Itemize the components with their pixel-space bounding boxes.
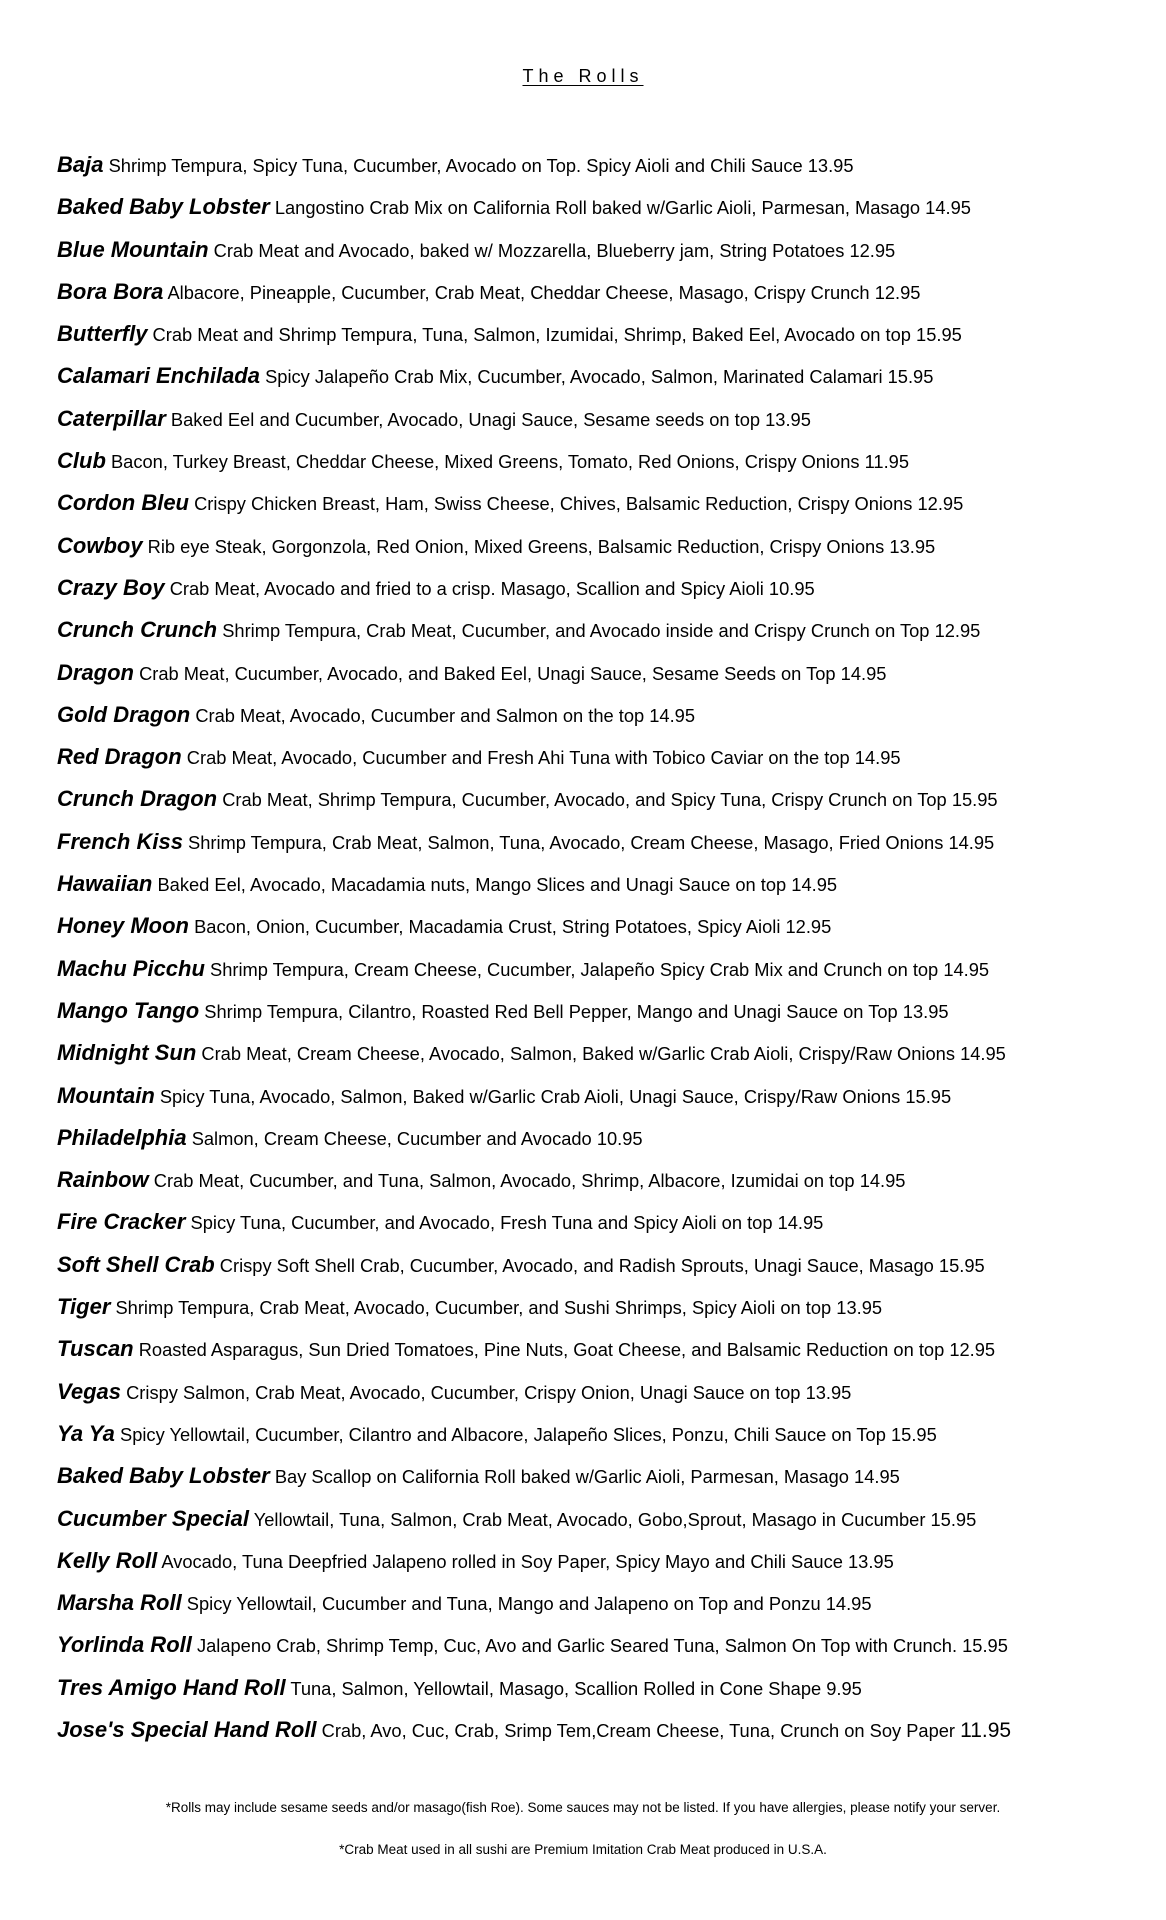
roll-name: Machu Picchu [57,955,205,981]
roll-name: Baja [57,152,104,177]
roll-description: Shrimp Tempura, Crab Meat, Salmon, Tuna, Avocado, Cream Cheese, Masago, Fried Onions [188,831,944,853]
roll-name: Crunch Crunch [57,617,218,643]
list-item [57,1673,1157,1715]
roll-name: Butterfly [57,321,148,347]
roll-price: 14.95 [840,662,887,684]
list-item [57,361,1157,403]
roll-price: 14.95 [859,1170,906,1192]
roll-description: Shrimp Tempura, Crab Meat, Avocado, Cucumber, and Sushi Shrimps, Spicy Aioli on top [115,1297,832,1319]
list-item [57,1377,1157,1419]
roll-name: Hawaiian [57,871,153,897]
roll-name: Vegas [57,1378,122,1404]
roll-price: 13.95 [836,1297,883,1319]
roll-name: Mountain [57,1082,155,1108]
roll-price: 12.95 [874,281,921,303]
roll-name: Cucumber Special [57,1505,249,1531]
list-item [57,1588,1157,1630]
list-item [57,1334,1157,1376]
roll-name: Marsha Roll [57,1590,182,1616]
allergy-footnote: *Rolls may include sesame seeds and/or masago(fish Roe). Some sauces may not be listed. If you have allergies, please notify your server. [165,1800,1001,1815]
roll-price: 15.95 [905,1085,952,1107]
roll-price: 14.95 [925,197,971,219]
list-item [57,1630,1157,1672]
list-item [57,319,1157,361]
list-item [57,700,1157,742]
roll-name: Mango Tango [57,997,200,1023]
roll-price: 14.95 [777,1212,824,1234]
roll-price: 14.95 [948,831,995,853]
roll-description: Crab Meat, Cucumber, Avocado, and Baked Eel, Unagi Sauce, Sesame Seeds on Top [139,662,836,684]
roll-price: 13.95 [807,155,854,176]
list-item [57,277,1157,319]
roll-price: 14.95 [825,1593,872,1615]
roll-description: Albacore, Pineapple, Cucumber, Crab Meat, Cheddar Cheese, Masago, Crispy Crunch [167,281,870,303]
list-item [57,1250,1157,1292]
list-item [57,531,1157,573]
roll-price: 14.95 [943,958,990,980]
roll-price: 12.95 [934,620,981,642]
roll-description: Jalapeno Crab, Shrimp Temp, Cuc, Avo and Garlic Seared Tuna, Salmon On Top with Crunch. [196,1635,958,1657]
roll-price: 13.95 [805,1381,852,1403]
roll-name: French Kiss [57,828,183,854]
list-item [57,1419,1157,1461]
roll-description: Crab Meat, Avocado, Cucumber and Fresh Ahi Tuna with Tobico Caviar on the top [186,747,850,769]
roll-description: Baked Eel and Cucumber, Avocado, Unagi Sauce, Sesame seeds on top [170,408,761,430]
list-item [57,742,1157,784]
roll-name: Caterpillar [57,405,166,431]
crab-footnote: *Crab Meat used in all sushi are Premium Imitation Crab Meat produced in U.S.A. [339,1842,827,1857]
roll-name: Calamari Enchilada [57,363,260,389]
roll-description: Shrimp Tempura, Crab Meat, Cucumber, and Avocado inside and Crispy Crunch on Top [222,620,930,642]
roll-price: 14.95 [960,1043,1006,1065]
roll-description: Crab Meat, Shrimp Tempura, Cucumber, Avocado, and Spicy Tuna, Crispy Crunch on Top [222,789,947,811]
roll-description: Roasted Asparagus, Sun Dried Tomatoes, Pine Nuts, Goat Cheese, and Balsamic Reduction on top [138,1339,945,1361]
roll-name: Cordon Bleu [57,490,189,516]
roll-list [57,150,1157,1757]
list-item [57,827,1157,869]
roll-description: Crispy Salmon, Crab Meat, Avocado, Cucumber, Crispy Onion, Unagi Sauce on top [126,1381,801,1403]
roll-description: Bay Scallop on California Roll baked w/Garlic Aioli, Parmesan, Masago [274,1466,849,1488]
list-item [57,1546,1157,1588]
roll-description: Baked Eel, Avocado, Macadamia nuts, Mango Slices and Unagi Sauce on top [157,874,787,896]
roll-name: Philadelphia [57,1124,187,1150]
roll-price: 15.95 [930,1508,977,1530]
list-item [57,192,1157,234]
roll-price: 10.95 [768,577,815,599]
roll-description: Tuna, Salmon, Yellowtail, Masago, Scallion Rolled in Cone Shape [290,1677,822,1699]
roll-description: Bacon, Onion, Cucumber, Macadamia Crust, String Potatoes, Spicy Aioli [194,916,781,938]
roll-description: Salmon, Cream Cheese, Cucumber and Avocado [191,1127,592,1149]
roll-name: Fire Cracker [57,1209,186,1235]
list-item [57,869,1157,911]
roll-name: Tiger [57,1294,111,1320]
roll-price: 13.95 [889,535,936,557]
list-item [57,573,1157,615]
roll-name: Honey Moon [57,913,189,939]
list-item [57,1081,1157,1123]
list-item [57,1038,1157,1080]
roll-price: 15.95 [916,324,962,346]
roll-description: Langostino Crab Mix on California Roll baked w/Garlic Aioli, Parmesan, Masago [274,197,921,219]
roll-price: 11.95 [864,451,909,473]
roll-name: Cowboy [57,532,143,558]
roll-description: Yellowtail, Tuna, Salmon, Crab Meat, Avocado, Gobo,Sprout, Masago in Cucumber [253,1508,926,1530]
roll-name: Club [57,448,106,474]
roll-description: Rib eye Steak, Gorgonzola, Red Onion, Mixed Greens, Balsamic Reduction, Crispy Onions [147,535,885,557]
list-item [57,150,1157,192]
roll-price: 12.95 [917,493,964,515]
list-item [57,658,1157,700]
roll-description: Crab, Avo, Cuc, Crab, Srimp Tem,Cream Cheese, Tuna, Crunch on Soy Paper [321,1719,956,1741]
roll-price: 11.95 [960,1718,1012,1742]
roll-name: Baked Baby Lobster [57,1463,270,1489]
list-item [57,1207,1157,1249]
roll-price: 14.95 [854,1466,900,1488]
roll-description: Crispy Chicken Breast, Ham, Swiss Cheese, Chives, Balsamic Reduction, Crispy Onions [194,493,913,515]
roll-name: Baked Baby Lobster [57,194,270,220]
roll-price: 13.95 [902,1000,949,1022]
roll-name: Jose's Special Hand Roll [57,1716,317,1742]
list-item [57,235,1157,277]
roll-price: 15.95 [890,1423,937,1445]
roll-price: 12.95 [785,916,832,938]
list-item [57,1715,1157,1757]
roll-description: Crab Meat, Avocado, Cucumber and Salmon on the top [195,704,645,726]
roll-name: Midnight Sun [57,1040,197,1066]
roll-name: Bora Bora [57,278,164,304]
list-item [57,996,1157,1038]
roll-description: Shrimp Tempura, Cream Cheese, Cucumber, Jalapeño Spicy Crab Mix and Crunch on top [210,958,939,980]
roll-price: 14.95 [854,747,901,769]
roll-price: 12.95 [849,239,896,261]
roll-description: Shrimp Tempura, Spicy Tuna, Cucumber, Avocado on Top. Spicy Aioli and Chili Sauce [108,155,803,176]
list-item [57,1461,1157,1503]
roll-description: Crab Meat, Cream Cheese, Avocado, Salmon, Baked w/Garlic Crab Aioli, Crispy/Raw Onions [201,1043,955,1065]
roll-description: Spicy Tuna, Avocado, Salmon, Baked w/Garlic Crab Aioli, Unagi Sauce, Crispy/Raw Onions [159,1085,901,1107]
list-item [57,1165,1157,1207]
roll-name: Crazy Boy [57,574,165,600]
roll-price: 9.95 [826,1677,862,1699]
roll-name: Ya Ya [57,1420,115,1446]
roll-name: Tres Amigo Hand Roll [57,1674,286,1700]
roll-description: Spicy Jalapeño Crab Mix, Cucumber, Avocado, Salmon, Marinated Calamari [265,366,883,388]
roll-name: Crunch Dragon [57,786,218,812]
roll-price: 15.95 [938,1254,985,1276]
roll-name: Tuscan [57,1336,134,1362]
roll-description: Crab Meat and Avocado, baked w/ Mozzarella, Blueberry jam, String Potatoes [213,239,845,261]
roll-description: Bacon, Turkey Breast, Cheddar Cheese, Mixed Greens, Tomato, Red Onions, Crispy Onions [110,451,860,473]
roll-name: Rainbow [57,1167,149,1193]
roll-description: Crab Meat, Avocado and fried to a crisp. Masago, Scallion and Spicy Aioli [169,577,764,599]
roll-description: Crispy Soft Shell Crab, Cucumber, Avocado, and Radish Sprouts, Unagi Sauce, Masago [219,1254,934,1276]
page-title: The Rolls [522,66,644,86]
roll-price: 12.95 [949,1339,996,1361]
roll-description: Shrimp Tempura, Cilantro, Roasted Red Bell Pepper, Mango and Unagi Sauce on Top [204,1000,898,1022]
roll-name: Red Dragon [57,744,182,770]
roll-description: Avocado, Tuna Deepfried Jalapeno rolled in Soy Paper, Spicy Mayo and Chili Sauce [161,1550,843,1572]
roll-description: Spicy Yellowtail, Cucumber and Tuna, Mango and Jalapeno on Top and Ponzu [186,1593,821,1615]
list-item [57,911,1157,953]
roll-price: 15.95 [887,366,934,388]
roll-name: Gold Dragon [57,701,191,727]
roll-name: Blue Mountain [57,236,209,262]
list-item [57,488,1157,530]
roll-price: 13.95 [765,408,811,430]
roll-description: Spicy Tuna, Cucumber, and Avocado, Fresh Tuna and Spicy Aioli on top [190,1212,773,1234]
list-item [57,954,1157,996]
roll-price: 14.95 [791,874,838,896]
roll-name: Soft Shell Crab [57,1251,215,1277]
roll-description: Crab Meat, Cucumber, and Tuna, Salmon, Avocado, Shrimp, Albacore, Izumidai on top [153,1170,855,1192]
list-item [57,1292,1157,1334]
roll-price: 10.95 [596,1127,643,1149]
list-item [57,784,1157,826]
roll-name: Yorlinda Roll [57,1632,192,1658]
list-item [57,1123,1157,1165]
roll-name: Kelly Roll [57,1547,158,1573]
list-item [57,615,1157,657]
roll-description: Spicy Yellowtail, Cucumber, Cilantro and Albacore, Jalapeño Slices, Ponzu, Chili Sauce on Top [120,1423,886,1445]
roll-price: 14.95 [649,704,695,726]
roll-description: Crab Meat and Shrimp Tempura, Tuna, Salmon, Izumidai, Shrimp, Baked Eel, Avocado on top [152,324,911,346]
roll-price: 15.95 [962,1635,1008,1657]
list-item [57,1504,1157,1546]
list-item [57,404,1157,446]
roll-price: 13.95 [848,1550,894,1572]
list-item [57,446,1157,488]
roll-name: Dragon [57,659,134,685]
roll-price: 15.95 [951,789,998,811]
